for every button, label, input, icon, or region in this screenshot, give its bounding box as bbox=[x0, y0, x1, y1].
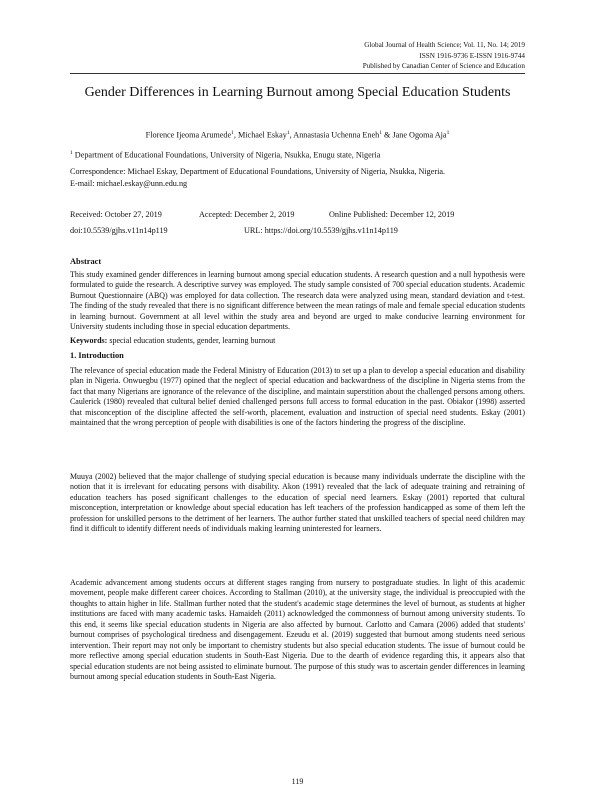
abstract-heading: Abstract bbox=[70, 257, 102, 266]
abstract-text: This study examined gender differences in learning burnout among special education students. A research question and a null hypothesis were formulated to guide the research. A descriptive survey was employed. The study sample consisted of 700 special education students. Academic Burnout Questionnaire (ABQ) was employed for data collection. The research data were analyzed using mean, standard deviation and t-test. The finding of the study revealed that there is no significant difference between the mean ratings of male and female special education students in learning burnout. Government at all level within the study area and beyond are urged to make conducive learning environment for University students including those in special education departments. bbox=[70, 270, 525, 332]
author-affiliation-mark: 1 bbox=[231, 130, 234, 136]
received-date: Received: October 27, 2019 bbox=[70, 210, 162, 219]
author-affiliation-mark: 1 bbox=[286, 130, 290, 136]
journal-citation: Global Journal of Health Science; Vol. 11, No. 14; 2019 bbox=[364, 41, 525, 49]
author-name: Florence Ijeoma Arumede bbox=[145, 130, 232, 140]
doi-text: doi:10.5539/gjhs.v11n14p119 bbox=[70, 226, 168, 235]
doi-url[interactable]: URL: https://doi.org/10.5539/gjhs.v11n14p119 bbox=[244, 226, 398, 235]
intro-paragraph-1: The relevance of special education made the Federal Ministry of Education (2013) to set up a plan to develop a special education and disability plan in Nigeria. Onwuegbu (1977) opined that the neglect of special education and backwardness of the discipline in Nigeria stems from the fact that many Nigerians are ignorance of the relevance of the discipline, and maintain superstition about the challenged persons among others. Caulerick (1980) revealed that cultural belief denied challenged persons full access to formal education in the past. Obiakor (1998) asserted that misconception of the discipline affected the self-worth, placement, evaluation and instruction of special need students. Eskay (2001) maintained that the wrong perception of people with disabilities is one of the factors hindering the progress of the discipline. bbox=[70, 366, 525, 428]
keywords-text: special education students, gender, learning burnout bbox=[109, 336, 276, 345]
correspondence bbox=[70, 166, 525, 189]
journal-publisher: Published by Canadian Center of Science and Education bbox=[362, 62, 525, 70]
header-rule bbox=[70, 73, 525, 74]
keywords bbox=[70, 336, 275, 345]
keywords-label: Keywords: bbox=[70, 336, 108, 345]
affiliation-text: Department of Educational Foundations, University of Nigeria, Nsukka, Enugu state, Nigeria bbox=[74, 150, 381, 160]
correspondence-text: Correspondence: Michael Eskay, Department of Educational Foundations, University of Nigeria, Nsukka, Nigeria. bbox=[70, 167, 446, 176]
intro-paragraph-2: Muuya (2002) believed that the major challenge of studying special education is because many individuals underrate the discipline with the notion that it is irrelevant for educating persons with disability. Akon (1991) revealed that the lack of adequate training and retraining of education teachers has posed significant challenges to the education of special need learners. Eskay (2001) reported that cultural misconception, interpretation or knowledge about special education has left teachers of the profession handicapped as some of them left the profession for unskilled persons to the detriment of her learners. The author further stated that unskilled teachers of special need children may find it difficult to identify different needs of individuals making learning uninterested for learners. bbox=[70, 472, 525, 534]
affiliation bbox=[70, 148, 525, 161]
author-name: Michael Eskay bbox=[238, 130, 287, 140]
page-number: 119 bbox=[291, 777, 304, 786]
author-name: Annastasia Uchenna Eneh bbox=[293, 130, 380, 140]
intro-paragraph-3: Academic advancement among students occurs at different stages ranging from nursery to postgraduate studies. In light of this academic movement, people make different career choices. According to Stallman (2010), at the university stage, the individual is preoccupied with the thoughts to attain higher in life. Stallman further noted that the student's academic stage determines the level of burnout, as students at higher institutions are faced with many academic tasks. Hamaideh (2011) acknowledged the commonness of burnout among university students. To this end, it seems like special education students in Nigeria are also affected by burnout. Carlotto and Camara (2006) added that students' burnout comprises of psychological tiredness and disengagement. Ezeudu et al. (2019) suggested that burnout among students need serious intervention. Their report may not only be important to chemistry students but also special education students. The issue of burnout could be more reflective among special education students in South-East Nigeria. Due to the dearth of evidence regarding this, it appears also that special education students are not being assisted to eliminate burnout. The purpose of this study was to ascertain gender differences in learning burnout among special education students in South-East Nigeria. bbox=[70, 578, 525, 682]
correspondence-email: E-mail: michael.eskay@unn.edu.ng bbox=[70, 178, 188, 188]
published-date: Online Published: December 12, 2019 bbox=[329, 210, 455, 219]
affiliation-mark: 1 bbox=[70, 150, 73, 156]
author-affiliation-mark: 1 bbox=[379, 130, 382, 136]
author-affiliation-mark: 1 bbox=[446, 130, 450, 136]
author-list: Florence Ijeoma Arumede$^1$, Michael Eskay$^1$, Annastasia Uchenna Eneh$^1$ & Jane Ogoma Aja$^1$ bbox=[145, 130, 450, 140]
author-name: Jane Ogoma Aja bbox=[392, 130, 447, 140]
paper-title: Gender Differences in Learning Burnout among Special Education Students bbox=[84, 85, 511, 100]
introduction-heading: 1. Introduction bbox=[70, 351, 124, 360]
journal-header bbox=[363, 40, 525, 72]
journal-issn: ISSN 1916-9736 E-ISSN 1916-9744 bbox=[419, 51, 525, 60]
accepted-date: Accepted: December 2, 2019 bbox=[199, 210, 295, 219]
